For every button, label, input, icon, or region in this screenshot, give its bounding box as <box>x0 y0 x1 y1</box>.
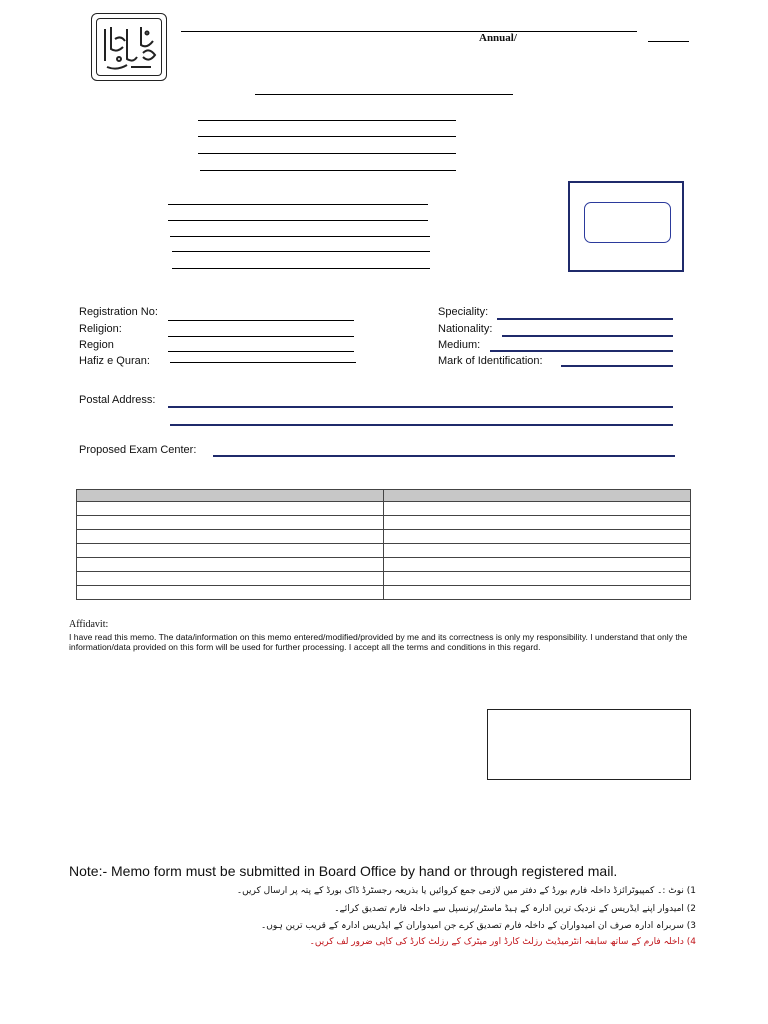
urdu-instruction-3: 3) سربراہ ادارہ صرف ان امیدواران کے داخلہ فارم تصدیق کرے جن امیدواران کے ایڈریس ادارہ کے قریب ترین ہوں۔ <box>260 921 696 931</box>
table-cell[interactable] <box>383 516 691 530</box>
urdu-instruction-2: 2) امیدوار اپنے ایڈریس کے نزدیک ترین ادارہ کے ہیڈ ماسٹر/پرنسپل سے داخلہ فارم تصدیق کرائے۔ <box>334 904 696 914</box>
calligraphy-emblem-icon <box>97 19 161 75</box>
speciality-label: Speciality: <box>438 306 489 318</box>
nationality-label: Nationality: <box>438 323 493 335</box>
table-cell[interactable] <box>383 502 691 516</box>
table-row <box>77 572 691 586</box>
table-row <box>77 530 691 544</box>
table-cell[interactable] <box>77 502 384 516</box>
mark-of-identification-field[interactable] <box>561 365 673 367</box>
board-logo <box>91 13 167 81</box>
table-cell[interactable] <box>383 572 691 586</box>
registration-no-label: Registration No: <box>79 306 158 318</box>
session-year-line <box>648 41 689 42</box>
table-row <box>77 516 691 530</box>
table-cell[interactable] <box>77 558 384 572</box>
affidavit-heading: Affidavit: <box>69 619 109 630</box>
religion-field[interactable] <box>168 336 354 337</box>
blank-line <box>198 120 456 121</box>
table-cell[interactable] <box>77 516 384 530</box>
table-cell[interactable] <box>383 530 691 544</box>
affidavit-text: I have read this memo. The data/information on this memo entered/modified/provided by me and its correctness is only my responsibility. I understand that only the information/data provided on this form will be used for further processing. I accept all the terms and conditions in this regard. <box>69 632 688 652</box>
table-cell[interactable] <box>77 586 384 600</box>
postal-address-line-2[interactable] <box>170 424 673 426</box>
subtitle-line <box>255 94 513 95</box>
blank-line <box>170 236 430 237</box>
table-row <box>77 502 691 516</box>
annual-label: Annual/ <box>479 32 517 44</box>
region-field[interactable] <box>168 351 354 352</box>
photo-inner-box <box>584 202 671 243</box>
blank-line <box>200 170 456 171</box>
exam-center-field[interactable] <box>213 455 675 457</box>
postal-address-line-1[interactable] <box>168 406 673 408</box>
table-row <box>77 558 691 572</box>
table-row <box>77 586 691 600</box>
blank-line <box>198 153 456 154</box>
header-title-line <box>181 31 637 32</box>
table-cell[interactable] <box>383 558 691 572</box>
table-header-cell <box>383 490 691 502</box>
subjects-table <box>76 489 691 600</box>
hafiz-e-quran-label: Hafiz e Quran: <box>79 355 150 367</box>
logo-inner-frame <box>96 18 162 76</box>
speciality-field[interactable] <box>497 318 673 320</box>
mark-of-identification-label: Mark of Identification: <box>438 355 543 367</box>
table-row <box>77 544 691 558</box>
medium-field[interactable] <box>490 350 673 352</box>
table-cell[interactable] <box>383 586 691 600</box>
nationality-field[interactable] <box>502 335 673 337</box>
table-cell[interactable] <box>77 530 384 544</box>
urdu-instruction-4: 4) داخلہ فارم کے ساتھ سابقہ انٹرمیڈیٹ رزلٹ کارڈ اور میٹرک کے رزلٹ کارڈ کی کاپی ضرور لف کریں۔ <box>309 937 696 947</box>
table-cell[interactable] <box>383 544 691 558</box>
photo-box <box>568 181 684 272</box>
signature-box <box>487 709 691 780</box>
blank-line <box>172 268 430 269</box>
table-header-cell <box>77 490 384 502</box>
hafiz-e-quran-field[interactable] <box>170 362 356 363</box>
blank-line <box>168 204 428 205</box>
postal-address-label: Postal Address: <box>79 394 156 406</box>
submission-note: Note:- Memo form must be submitted in Board Office by hand or through registered mail. <box>69 863 618 879</box>
blank-line <box>172 251 430 252</box>
registration-no-field[interactable] <box>168 320 354 321</box>
blank-line <box>198 136 456 137</box>
exam-center-label: Proposed Exam Center: <box>79 444 197 456</box>
religion-label: Religion: <box>79 323 122 335</box>
table-cell[interactable] <box>77 544 384 558</box>
table-header-row <box>77 490 691 502</box>
region-label: Region <box>79 339 114 351</box>
urdu-instruction-1: 1) نوٹ :۔ کمپیوٹرائزڈ داخلہ فارم بورڈ کے دفتر میں لازمی جمع کروائیں یا بذریعہ رجسٹرڈ ڈاک بورڈ کے پتہ پر ارسال کریں۔ <box>236 886 696 896</box>
medium-label: Medium: <box>438 339 481 351</box>
table-cell[interactable] <box>77 572 384 586</box>
blank-line <box>168 220 428 221</box>
